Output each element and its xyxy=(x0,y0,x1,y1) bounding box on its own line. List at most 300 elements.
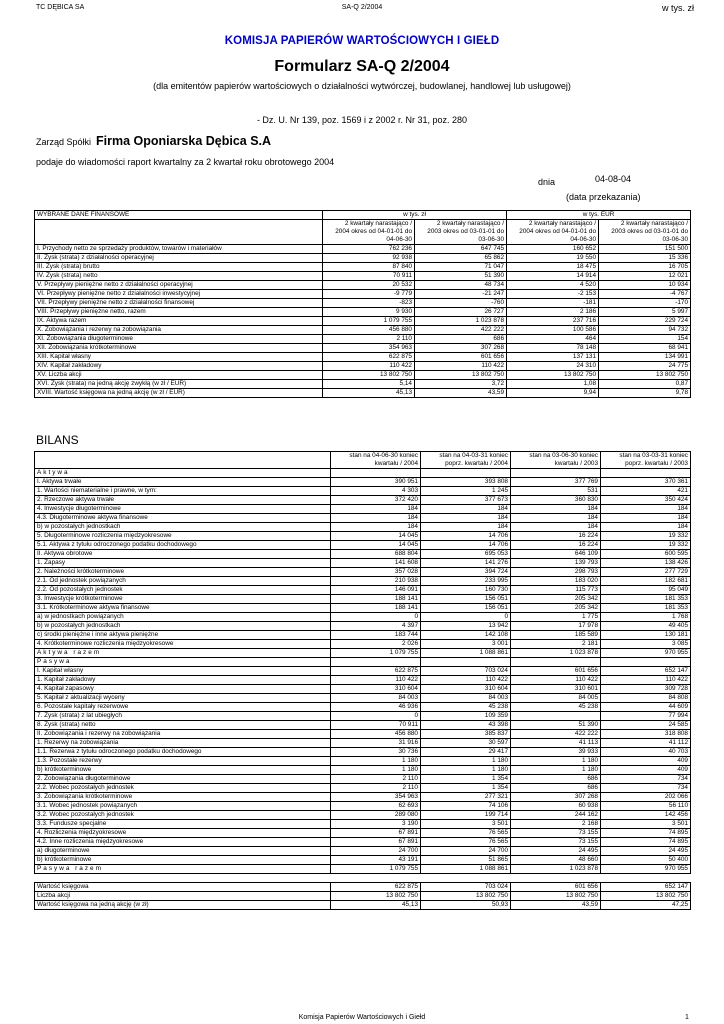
row-label: 3. Zobowiązania krótkoterminowe xyxy=(35,793,331,802)
value-cell: 2 110 xyxy=(331,775,421,784)
value-cell: 19 332 xyxy=(601,541,691,550)
value-cell: 601 656 xyxy=(415,353,507,362)
value-cell: 456 880 xyxy=(331,730,421,739)
liabilities-row xyxy=(35,703,691,712)
balance-date-header xyxy=(421,452,511,469)
value-cell: 15 336 xyxy=(599,254,691,263)
value-cell: 600 595 xyxy=(601,550,691,559)
liabilities-row xyxy=(35,748,691,757)
value-cell: 2 026 xyxy=(331,640,421,649)
value-cell: -9 779 xyxy=(323,290,415,299)
value-cell: 14 045 xyxy=(331,532,421,541)
value-cell: 409 xyxy=(601,757,691,766)
financial-row xyxy=(35,353,691,362)
value-cell: 307 268 xyxy=(511,793,601,802)
value-cell: 154 xyxy=(599,335,691,344)
row-label: 1.1. Rezerwa z tytułu odroczonego podatku dochodowego xyxy=(35,748,331,757)
value-cell: 110 422 xyxy=(323,362,415,371)
value-cell: -2 153 xyxy=(507,290,599,299)
value-cell: 688 804 xyxy=(331,550,421,559)
assets-row xyxy=(35,568,691,577)
period-header-line: 2003 okres od 03-01-01 do xyxy=(427,228,505,235)
balance-date-header-line: stan na 04-03-31 koniec xyxy=(439,452,508,459)
row-label: 4. Kapitał zapasowy xyxy=(35,685,331,694)
value-cell: 601 656 xyxy=(511,667,601,676)
liabilities-row xyxy=(35,667,691,676)
period-header-line: 2 kwartały narastająco / xyxy=(436,220,505,227)
value-cell: 422 222 xyxy=(511,730,601,739)
value-cell: 394 724 xyxy=(421,568,511,577)
value-cell xyxy=(601,658,691,667)
row-label: XI. Zobowiązania długoterminowe xyxy=(35,335,323,344)
value-cell: 233 995 xyxy=(421,577,511,586)
management-label: Zarząd Spółki xyxy=(36,137,92,147)
row-label: XVIII. Wartość księgowa na jedną akcję (w zł / EUR) xyxy=(35,389,323,398)
value-cell: 24 310 xyxy=(507,362,599,371)
value-cell: 156 051 xyxy=(421,604,511,613)
row-label: 2.2. Od pozostałych jednostek xyxy=(35,586,331,595)
value-cell: 1 180 xyxy=(421,757,511,766)
liabilities-row xyxy=(35,802,691,811)
row-label: 3.1. Wobec jednostek powiązanych xyxy=(35,802,331,811)
value-cell: 181 353 xyxy=(601,604,691,613)
balance-date-header-line: poprz. kwartału / 2003 xyxy=(625,460,688,467)
value-cell: 51 390 xyxy=(511,721,601,730)
value-cell: 2 110 xyxy=(323,335,415,344)
financial-row xyxy=(35,380,691,389)
value-cell: 393 808 xyxy=(421,478,511,487)
value-cell: 76 565 xyxy=(421,829,511,838)
value-cell: 45,13 xyxy=(323,389,415,398)
assets-row xyxy=(35,613,691,622)
value-cell: 51 390 xyxy=(415,272,507,281)
value-cell: 160 730 xyxy=(421,586,511,595)
row-label: a) długoterminowe xyxy=(35,847,331,856)
value-cell: 184 xyxy=(601,514,691,523)
value-cell: 3 501 xyxy=(421,820,511,829)
row-label: 4. Krótkoterminowe rozliczenia międzyokresowe xyxy=(35,640,331,649)
value-cell: 100 586 xyxy=(507,326,599,335)
value-cell xyxy=(511,469,601,478)
value-cell: 29 417 xyxy=(421,748,511,757)
value-cell: 734 xyxy=(601,775,691,784)
value-cell: 67 891 xyxy=(331,829,421,838)
value-cell: 360 830 xyxy=(511,496,601,505)
balance-date-header-line: kwartału / 2004 xyxy=(374,460,418,467)
value-cell: 1 023 878 xyxy=(511,865,601,874)
assets-row xyxy=(35,478,691,487)
value-cell: 464 xyxy=(507,335,599,344)
value-cell: 110 422 xyxy=(421,676,511,685)
period-header xyxy=(323,220,415,245)
value-cell: 151 500 xyxy=(599,245,691,254)
value-cell: 622 875 xyxy=(331,883,421,892)
financial-row xyxy=(35,362,691,371)
value-cell: 199 714 xyxy=(421,811,511,820)
value-cell: 184 xyxy=(601,505,691,514)
value-cell: 183 020 xyxy=(511,577,601,586)
balance-date-header-line: stan na 03-03-31 koniec xyxy=(619,452,688,459)
value-cell: 30 597 xyxy=(421,739,511,748)
assets-row xyxy=(35,595,691,604)
value-cell: 3 190 xyxy=(331,820,421,829)
row-label: 4.3. Długoterminowe aktywa finansowe xyxy=(35,514,331,523)
value-cell: 9 930 xyxy=(323,308,415,317)
spacer-cell xyxy=(331,874,421,883)
period-header-line: 2003 okres od 03-01-01 do xyxy=(611,228,689,235)
row-label: I. Przychody netto ze sprzedaży produktów, towarów i materiałów xyxy=(35,245,323,254)
commission-heading: KOMISJA PAPIERÓW WARTOŚCIOWYCH I GIEŁD xyxy=(224,35,500,47)
value-cell: 74 895 xyxy=(601,829,691,838)
summary-row xyxy=(35,883,691,892)
value-cell: 10 934 xyxy=(599,281,691,290)
value-cell: 49 405 xyxy=(601,622,691,631)
value-cell: 77 994 xyxy=(601,712,691,721)
value-cell: 138 426 xyxy=(601,559,691,568)
value-cell: 185 589 xyxy=(511,631,601,640)
row-label: 3.2. Wobec pozostałych jednostek xyxy=(35,811,331,820)
page-number: 1 xyxy=(685,1014,689,1021)
financial-row xyxy=(35,263,691,272)
value-cell: 188 141 xyxy=(331,604,421,613)
financial-row xyxy=(35,326,691,335)
assets-row xyxy=(35,604,691,613)
header-company: TC DĘBICA SA xyxy=(36,4,85,11)
value-cell: 84 003 xyxy=(331,694,421,703)
value-cell: 601 656 xyxy=(511,883,601,892)
value-cell: 354 963 xyxy=(331,793,421,802)
assets-row xyxy=(35,496,691,505)
value-cell: 30 736 xyxy=(331,748,421,757)
value-cell: 142 456 xyxy=(601,811,691,820)
financial-row xyxy=(35,272,691,281)
value-cell: 205 342 xyxy=(511,604,601,613)
liabilities-row xyxy=(35,811,691,820)
section-label: Aktywa xyxy=(35,469,331,478)
legal-reference: - Dz. U. Nr 139, poz. 1569 i z 2002 r. Nr 31, poz. 280 xyxy=(256,115,468,125)
form-subtitle: (dla emitentów papierów wartościowych o działalności wytwórczej, budowlanej, handlowej lub usługowej) xyxy=(153,81,571,91)
row-label: Aktywa razem xyxy=(35,649,331,658)
value-cell: 0,87 xyxy=(599,380,691,389)
value-cell: 686 xyxy=(415,335,507,344)
value-cell: 146 091 xyxy=(331,586,421,595)
assets-row xyxy=(35,541,691,550)
value-cell: 390 951 xyxy=(331,478,421,487)
value-cell: 14 706 xyxy=(421,541,511,550)
value-cell: 84 003 xyxy=(421,694,511,703)
row-label: XII. Zobowiązania krótkoterminowe xyxy=(35,344,323,353)
value-cell: 47,25 xyxy=(601,901,691,910)
assets-row xyxy=(35,514,691,523)
balance-date-header xyxy=(601,452,691,469)
value-cell: 12 021 xyxy=(599,272,691,281)
financial-row xyxy=(35,299,691,308)
value-cell: 3 501 xyxy=(601,820,691,829)
value-cell: 137 131 xyxy=(507,353,599,362)
value-cell: 13 802 750 xyxy=(599,371,691,380)
summary-row xyxy=(35,892,691,901)
liabilities-row xyxy=(35,820,691,829)
column-header-row xyxy=(35,452,691,469)
value-cell: 9,94 xyxy=(507,389,599,398)
balance-date-header xyxy=(331,452,421,469)
row-label: b) w pozostałych jednostkach xyxy=(35,622,331,631)
financial-row xyxy=(35,245,691,254)
value-cell: 110 422 xyxy=(601,676,691,685)
value-cell: -21 247 xyxy=(415,290,507,299)
value-cell: -181 xyxy=(507,299,599,308)
value-cell: 5 997 xyxy=(599,308,691,317)
row-label: 3. Inwestycje krótkoterminowe xyxy=(35,595,331,604)
financial-data-table xyxy=(34,210,691,398)
row-label: II. Zobowiązania i rezerwy na zobowiązania xyxy=(35,730,331,739)
value-cell: 409 xyxy=(601,766,691,775)
row-label: IX. Aktywa razem xyxy=(35,317,323,326)
value-cell: 298 793 xyxy=(511,568,601,577)
value-cell: 43,59 xyxy=(511,901,601,910)
value-cell: 244 162 xyxy=(511,811,601,820)
row-label: I. Aktywa trwałe xyxy=(35,478,331,487)
value-cell: 115 773 xyxy=(511,586,601,595)
value-cell: 50 400 xyxy=(601,856,691,865)
row-label: VII. Przepływy pieniężne netto z działalności finansowej xyxy=(35,299,323,308)
value-cell: 109 359 xyxy=(421,712,511,721)
value-cell: 184 xyxy=(511,514,601,523)
value-cell xyxy=(511,658,601,667)
row-label: 1. Wartości niematerialne i prawne, w tym: xyxy=(35,487,331,496)
assets-row xyxy=(35,559,691,568)
row-label: 2.1. Od jednostek powiązanych xyxy=(35,577,331,586)
period-header-line: 04-06-30 xyxy=(386,236,412,243)
row-label: 1. Kapitał zakładowy xyxy=(35,676,331,685)
spacer-cell xyxy=(35,874,331,883)
row-label: 5. Kapitał z aktualizacji wyceny xyxy=(35,694,331,703)
financial-row xyxy=(35,371,691,380)
value-cell: 9,78 xyxy=(599,389,691,398)
company-name: Firma Oponiarska Dębica S.A xyxy=(96,134,272,148)
row-label: b) krótkoterminowe xyxy=(35,766,331,775)
value-cell: 1,08 xyxy=(507,380,599,389)
liabilities-row xyxy=(35,829,691,838)
value-cell: 229 724 xyxy=(599,317,691,326)
value-cell: 184 xyxy=(421,523,511,532)
liabilities-row xyxy=(35,838,691,847)
value-cell: 2 186 xyxy=(507,308,599,317)
value-cell: 184 xyxy=(331,514,421,523)
date-label: dnia xyxy=(538,177,556,187)
value-cell: 24 495 xyxy=(601,847,691,856)
value-cell: 51 865 xyxy=(421,856,511,865)
value-cell: 18 475 xyxy=(507,263,599,272)
liabilities-row xyxy=(35,694,691,703)
value-cell: 74 106 xyxy=(421,802,511,811)
row-label: IV. Zysk (strata) netto xyxy=(35,272,323,281)
report-description: podaje do wiadomości raport kwartalny za 2 kwartał roku obrotowego 2004 xyxy=(36,157,335,167)
assets-row xyxy=(35,640,691,649)
value-cell: 184 xyxy=(331,523,421,532)
header-form-code: SA-Q 2/2004 xyxy=(341,4,383,11)
value-cell: 4 397 xyxy=(331,622,421,631)
value-cell: 652 147 xyxy=(601,883,691,892)
liabilities-row xyxy=(35,847,691,856)
value-cell xyxy=(331,658,421,667)
assets-row xyxy=(35,577,691,586)
financial-row xyxy=(35,335,691,344)
period-header-line: 03-06-30 xyxy=(478,236,505,243)
row-label: 7. Zysk (strata) z lat ubiegłych xyxy=(35,712,331,721)
value-cell: 310 601 xyxy=(511,685,601,694)
value-cell: 13 802 750 xyxy=(421,892,511,901)
value-cell: 0 xyxy=(331,613,421,622)
row-label: XIII. Kapitał własny xyxy=(35,353,323,362)
value-cell: 1 180 xyxy=(511,757,601,766)
liabilities-row xyxy=(35,775,691,784)
date-caption: (data przekazania) xyxy=(566,192,641,202)
liabilities-row xyxy=(35,784,691,793)
value-cell: 2 110 xyxy=(331,784,421,793)
spacer-row xyxy=(35,874,691,883)
liabilities-row xyxy=(35,793,691,802)
spacer-cell xyxy=(421,874,511,883)
period-header-line: 2004 okres od 04-01-01 do xyxy=(519,228,597,235)
value-cell: 16 705 xyxy=(599,263,691,272)
value-cell: 1 079 755 xyxy=(323,317,415,326)
footer-text: Komisja Papierów Wartościowych i Giełd xyxy=(298,1014,426,1021)
value-cell: 1 023 878 xyxy=(511,649,601,658)
spacer-cell xyxy=(601,874,691,883)
value-cell: 1 245 xyxy=(421,487,511,496)
value-cell: 309 728 xyxy=(601,685,691,694)
financial-row xyxy=(35,308,691,317)
value-cell: 686 xyxy=(511,784,601,793)
date-value: 04-08-04 xyxy=(595,174,632,184)
balance-date-header-line: stan na 03-06-30 koniec xyxy=(529,452,598,459)
row-label: 2.2. Wobec pozostałych jednostek xyxy=(35,784,331,793)
liabilities-row xyxy=(35,766,691,775)
value-cell: 1 079 755 xyxy=(331,865,421,874)
value-cell: 237 716 xyxy=(507,317,599,326)
value-cell: 703 024 xyxy=(421,883,511,892)
row-label: II. Zysk (strata) z działalności operacyjnej xyxy=(35,254,323,263)
value-cell: 78 148 xyxy=(507,344,599,353)
value-cell: 87 840 xyxy=(323,263,415,272)
assets-row xyxy=(35,622,691,631)
value-cell: 134 991 xyxy=(599,353,691,362)
row-label: Pasywa razem xyxy=(35,865,331,874)
value-cell: 14 914 xyxy=(507,272,599,281)
value-cell: 139 793 xyxy=(511,559,601,568)
value-cell: 2 168 xyxy=(511,820,601,829)
value-cell: 43,59 xyxy=(415,389,507,398)
value-cell: 48 734 xyxy=(415,281,507,290)
value-cell xyxy=(601,469,691,478)
row-label: VI. Przepływy pieniężne netto z działalności inwestycyjnej xyxy=(35,290,323,299)
financial-row xyxy=(35,317,691,326)
liabilities-row xyxy=(35,730,691,739)
value-cell: 60 938 xyxy=(511,802,601,811)
value-cell: 70 911 xyxy=(331,721,421,730)
row-label: c) środki pieniężne i inne aktywa pieniężne xyxy=(35,631,331,640)
value-cell: 1 180 xyxy=(421,766,511,775)
value-cell xyxy=(421,658,511,667)
value-cell: 1 180 xyxy=(511,766,601,775)
value-cell: 13 802 750 xyxy=(511,892,601,901)
row-label: V. Przepływy pieniężne netto z działalności operacyjnej xyxy=(35,281,323,290)
value-cell: 84 005 xyxy=(511,694,601,703)
value-cell: 184 xyxy=(421,514,511,523)
value-cell: 160 652 xyxy=(507,245,599,254)
value-cell: 184 xyxy=(511,505,601,514)
period-header xyxy=(415,220,507,245)
column-header-row xyxy=(35,220,691,245)
table-header-row xyxy=(35,211,691,220)
row-label: b) krótkoterminowe xyxy=(35,856,331,865)
period-header-line: 04-06-30 xyxy=(570,236,597,243)
period-header-line: 03-06-30 xyxy=(662,236,689,243)
value-cell: 188 141 xyxy=(331,595,421,604)
value-cell: 210 938 xyxy=(331,577,421,586)
value-cell: 13 802 750 xyxy=(601,892,691,901)
row-label: XIV. Kapitał zakładowy xyxy=(35,362,323,371)
form-title: Formularz SA-Q 2/2004 xyxy=(274,58,450,75)
value-cell: 56 110 xyxy=(601,802,691,811)
table-title: WYBRANE DANE FINANSOWE xyxy=(35,211,323,220)
value-cell: 1 354 xyxy=(421,775,511,784)
period-header-line: 2004 okres od 04-01-01 do xyxy=(335,228,412,235)
value-cell: 74 895 xyxy=(601,838,691,847)
assets-row xyxy=(35,586,691,595)
spacer-cell xyxy=(511,874,601,883)
assets-row xyxy=(35,523,691,532)
value-cell: 385 837 xyxy=(421,730,511,739)
value-cell: -170 xyxy=(599,299,691,308)
value-cell: 695 053 xyxy=(421,550,511,559)
header-unit: w tys. zł xyxy=(661,3,694,13)
value-cell: 372 420 xyxy=(331,496,421,505)
value-cell xyxy=(421,469,511,478)
value-cell: 1 180 xyxy=(331,757,421,766)
value-cell: 318 808 xyxy=(601,730,691,739)
value-cell: 1 023 878 xyxy=(415,317,507,326)
value-cell: 48 660 xyxy=(511,856,601,865)
value-cell: 39 933 xyxy=(511,748,601,757)
value-cell: 1 768 xyxy=(601,613,691,622)
value-cell: 24 775 xyxy=(599,362,691,371)
liabilities-row xyxy=(35,685,691,694)
row-label: 4.2. Inne rozliczenia międzyokresowe xyxy=(35,838,331,847)
value-cell: 16 224 xyxy=(511,541,601,550)
value-cell: 110 422 xyxy=(511,676,601,685)
value-cell: 13 802 750 xyxy=(323,371,415,380)
liabilities-row xyxy=(35,712,691,721)
value-cell: 205 342 xyxy=(511,595,601,604)
value-cell: 970 955 xyxy=(601,649,691,658)
value-cell: 24 495 xyxy=(511,847,601,856)
value-cell: 68 941 xyxy=(599,344,691,353)
value-cell: 1 180 xyxy=(331,766,421,775)
value-cell: 354 963 xyxy=(323,344,415,353)
value-cell: 45 238 xyxy=(421,703,511,712)
value-cell xyxy=(511,712,601,721)
value-cell: 184 xyxy=(601,523,691,532)
value-cell: 110 422 xyxy=(415,362,507,371)
row-label: 4. Inwestycje długoterminowe xyxy=(35,505,331,514)
value-cell: 65 862 xyxy=(415,254,507,263)
value-cell: 40 703 xyxy=(601,748,691,757)
value-cell: 686 xyxy=(511,775,601,784)
value-cell: 141 608 xyxy=(331,559,421,568)
value-cell: 2 181 xyxy=(511,640,601,649)
